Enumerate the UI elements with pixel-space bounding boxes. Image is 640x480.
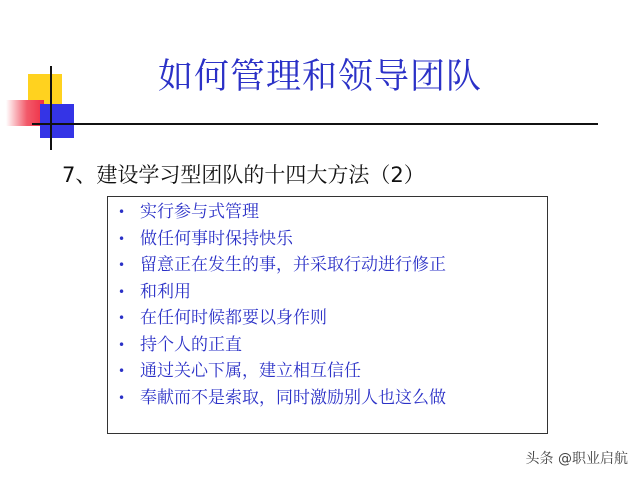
list-item bbox=[108, 226, 547, 253]
bullet-list-box bbox=[107, 196, 548, 434]
slide-subtitle: 7、建设学习型团队的十四大方法（2） bbox=[62, 163, 425, 187]
bullet-icon: • bbox=[118, 258, 126, 272]
list-item-text: 奉献而不是索取，同时激励别人也这么做 bbox=[140, 387, 446, 408]
logo-vertical-line bbox=[50, 66, 52, 150]
bullet-icon: • bbox=[118, 337, 126, 352]
list-item bbox=[108, 332, 547, 359]
list-item bbox=[108, 385, 547, 412]
logo-blue-square bbox=[40, 104, 74, 138]
list-item bbox=[108, 199, 547, 226]
list-item-text: 通过关心下属，建立相互信任 bbox=[140, 361, 361, 381]
list-item bbox=[108, 252, 547, 279]
list-item bbox=[108, 358, 547, 385]
bullet-icon: • bbox=[118, 205, 126, 219]
bullet-icon: • bbox=[118, 390, 126, 405]
bullet-list bbox=[108, 199, 547, 411]
bullet-icon: • bbox=[118, 364, 126, 378]
title-underline bbox=[32, 123, 598, 125]
slide-title: 如何管理和领导团队 bbox=[157, 57, 482, 97]
watermark: 头条 @职业启航 bbox=[525, 451, 628, 467]
list-item bbox=[108, 279, 547, 306]
list-item-text: 留意正在发生的事，并采取行动进行修正 bbox=[140, 255, 446, 275]
list-item-text: 持个人的正直 bbox=[140, 334, 242, 355]
list-item-text: 做任何事时保持快乐 bbox=[140, 228, 293, 249]
bullet-icon: • bbox=[118, 231, 126, 246]
list-item-text: 在任何时候都要以身作则 bbox=[140, 308, 327, 328]
list-item-text: 实行参与式管理 bbox=[140, 202, 259, 222]
bullet-icon: • bbox=[118, 284, 126, 299]
list-item-text: 和利用 bbox=[140, 281, 191, 302]
bullet-icon: • bbox=[118, 311, 126, 325]
list-item bbox=[108, 305, 547, 332]
